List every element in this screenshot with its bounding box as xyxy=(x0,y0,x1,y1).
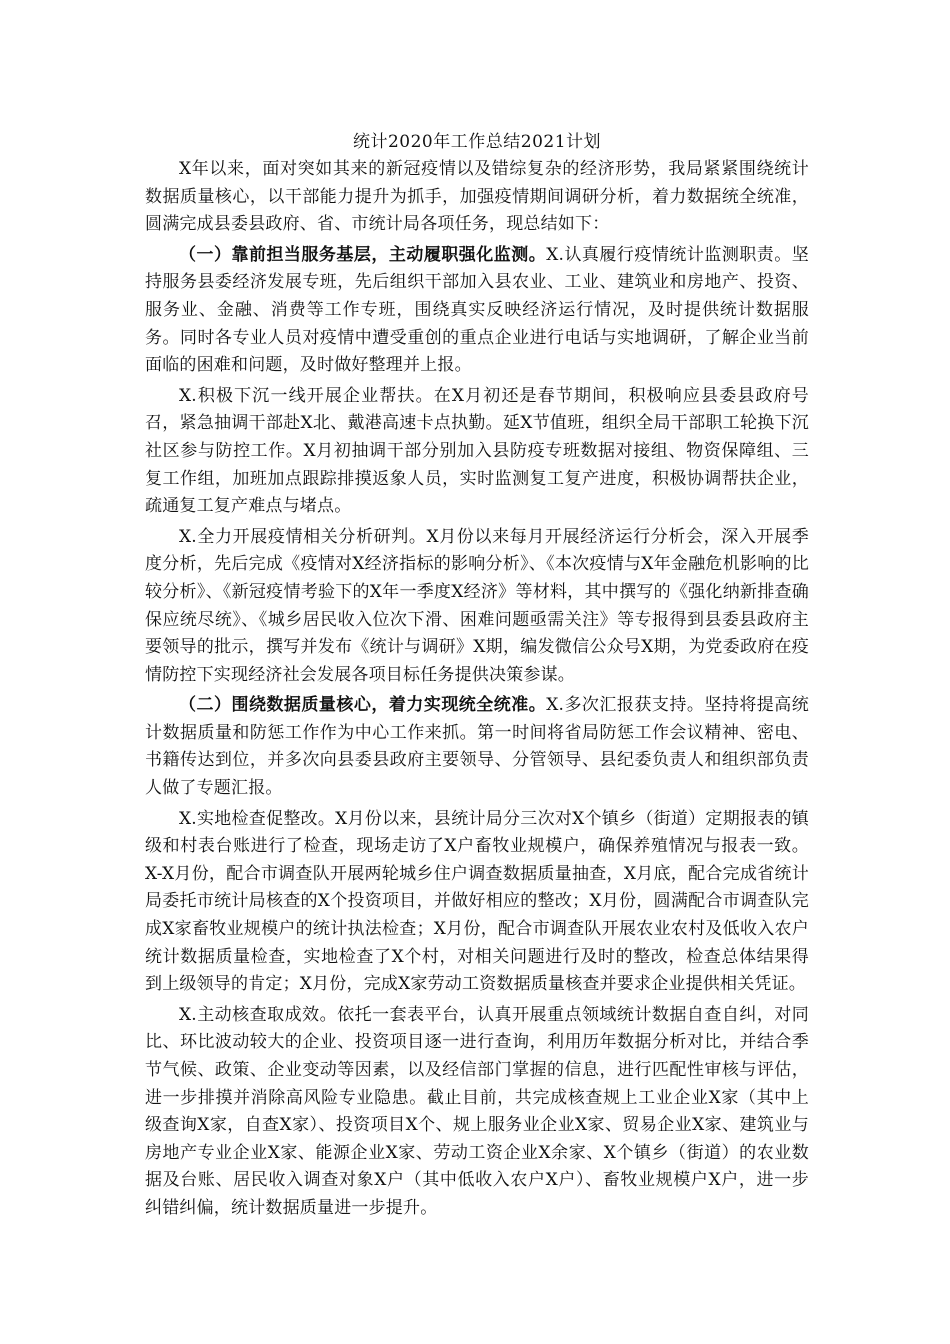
section-2-item-3-paragraph xyxy=(145,1002,809,1223)
intro-paragraph xyxy=(145,156,809,239)
paragraph-text: X年以来，面对突如其来的新冠疫情以及错综复杂的经济形势，我局紧紧围绕统计数据质量核心，以干部能力提升为抓手，加强疫情期间调研分析，着力数据统全统准，圆满完成县委县政府、省、市统计局各项任务，现总结如下： xyxy=(145,159,809,235)
paragraph-text: X.积极下沉一线开展企业帮扶。在X月初还是春节期间，积极响应县委县政府号召，紧急抽调干部赴X北、戴港高速卡点执勤。延X节值班，组织全局干部职工轮换下沉社区参与防控工作。X月初抽调干部分别加入县防疫专班数据对接组、物资保障组、三复工作组，加班加点跟踪排摸返象人员，实时监测复工复产进度，积极协调帮扶企业，疏通复工复产难点与堵点。 xyxy=(145,385,809,517)
section-heading: （二）围绕数据质量核心，着力实现统全统准。 xyxy=(179,695,547,716)
paragraph-text: X.多次汇报获支持。坚持将提高统计数据质量和防惩工作作为中心工作来抓。第一时间将省局防惩工作会议精神、密电、书籍传达到位，并多次向县委县政府主要领导、分管领导、县纪委负责人和组织部负责人做了专题汇报。 xyxy=(145,695,809,799)
section-1-paragraph xyxy=(145,242,809,380)
paragraph-text: X.实地检查促整改。X月份以来，县统计局分三次对X个镇乡（街道）定期报表的镇级和村表台账进行了检查，现场走访了X户畜牧业规模户，确保养殖情况与报表一致。X-X月份，配合市调查队开展两轮城乡住户调查数据质量抽查，X月底，配合完成省统计局委托市统计局核查的X个投资项目，并做好相应的整改；X月份，圆满配合市调查队完成X家畜牧业规模户的统计执法检查；X月份，配合市调查队开展农业农村及低收入农户统计数据质量检查，实地检查了X个村，对相关问题进行及时的整改，检查总体结果得到上级领导的肯定；X月份，完成X家劳动工资数据质量核查并要求企业提供相关凭证。 xyxy=(145,808,809,995)
section-heading: （一）靠前担当服务基层，主动履职强化监测。 xyxy=(179,244,547,265)
section-2-item-2-paragraph xyxy=(145,806,809,999)
paragraph-text: X.主动核查取成效。依托一套表平台，认真开展重点领域统计数据自查自纠，对同比、环比波动较大的企业、投资项目逐一进行查询，利用历年数据分析对比，并结合季节气候、政策、企业变动等因素，以及经信部门掌握的信息，进行匹配性审核与评估，进一步排摸并消除高风险专业隐患。截止目前，共完成核查规上工业企业X家（其中上级查询X家，自查X家）、投资项目X个、规上服务业企业X家、贸易企业X家、建筑业与房地产专业企业X家、能源企业X家、劳动工资企业X余家、X个镇乡（街道）的农业数据及台账、居民收入调查对象X户（其中低收入农户X户）、畜牧业规模户X户，进一步纠错纠偏，统计数据质量进一步提升。 xyxy=(145,1004,809,1218)
document-body xyxy=(145,128,809,1226)
document-title: 统计2020年工作总结2021计划 xyxy=(352,132,602,152)
paragraph-text: X.全力开展疫情相关分析研判。X月份以来每月开展经济运行分析会，深入开展季度分析，先后完成《疫情对X经济指标的影响分析》、《本次疫情与X年金融危机影响的比较分析》、《新冠疫情考验下的X年一季度X经济》等材料，其中撰写的《强化纳新排查确保应统尽统》、《城乡居民收入位次下滑、困难问题亟需关注》等专报得到县委县政府主要领导的批示，撰写并发布《统计与调研》X期，编发微信公众号X期，为党委政府在疫情防控下实现经济社会发展各项目标任务提供决策参谋。 xyxy=(145,526,809,685)
section-1-item-3-paragraph xyxy=(145,524,809,690)
section-1-item-2-paragraph xyxy=(145,383,809,521)
paragraph-text: X.认真履行疫情统计监测职责。坚持服务县委经济发展专班，先后组织干部加入县农业、工业、建筑业和房地产、投资、服务业、金融、消费等工作专班，围绕真实反映经济运行情况，及时提供统计数据服务。同时各专业人员对疫情中遭受重创的重点企业进行电话与实地调研，了解企业当前面临的困难和问题，及时做好整理并上报。 xyxy=(145,244,809,376)
section-2-paragraph xyxy=(145,692,809,802)
